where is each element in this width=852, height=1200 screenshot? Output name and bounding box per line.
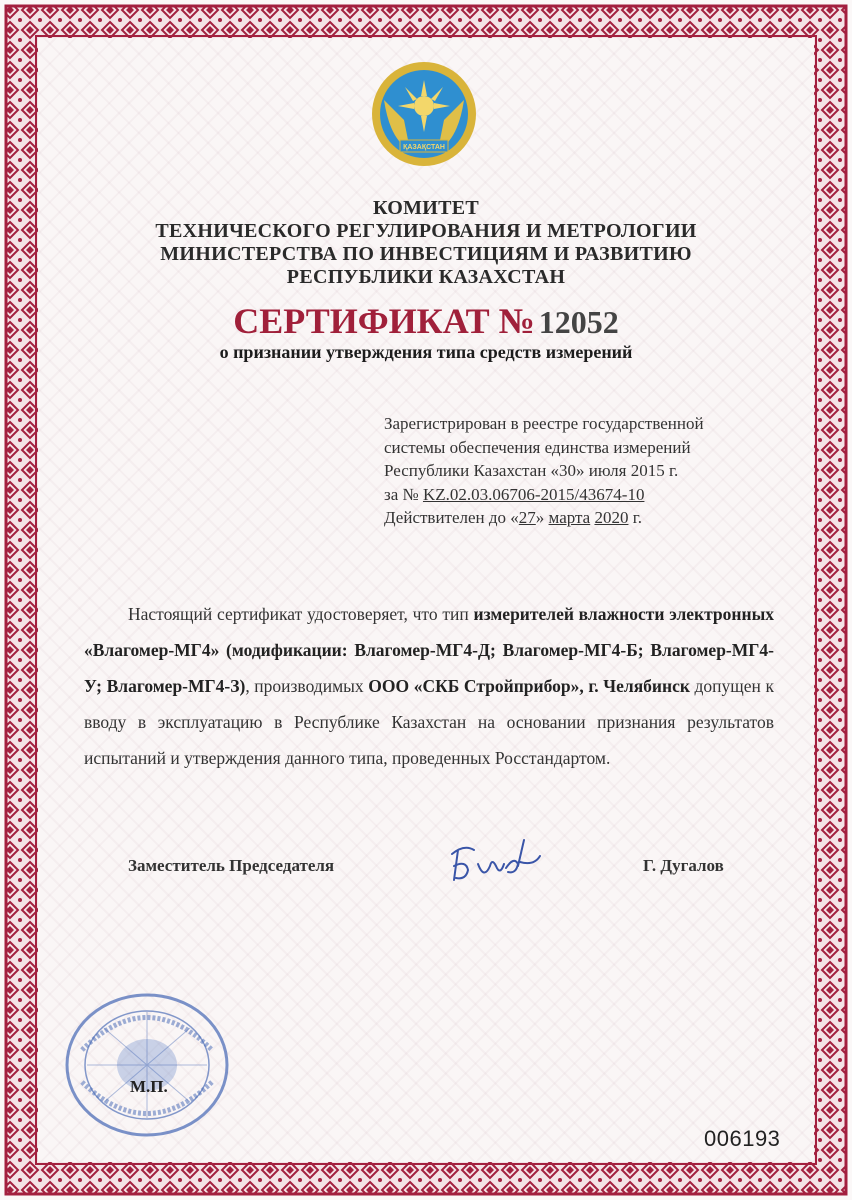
header-line-4: РЕСПУБЛИКИ КАЗАХСТАН — [286, 266, 566, 288]
signatory-name: Г. Дугалов — [643, 856, 724, 875]
certificate-title — [0, 300, 852, 342]
handwritten-signature-icon — [444, 836, 544, 896]
header-line-1: КОМИТЕТ — [372, 197, 480, 219]
signatory-position: Заместитель Председателя — [128, 856, 335, 875]
registration-number-line: за № KZ.02.03.06706-2015/43674-10 — [384, 484, 645, 504]
registration-block — [384, 412, 804, 530]
stamp-label: М.П. — [130, 1077, 168, 1096]
manufacturer: ООО «СКБ Стройприбор», г. Челябинск — [368, 676, 690, 696]
registration-line-2: системы обеспечения единства измерений — [384, 437, 691, 457]
header-line-3: МИНИСТЕРСТВА ПО ИНВЕСТИЦИЯМ И РАЗВИТИЮ — [160, 243, 692, 265]
header-line-2: ТЕХНИЧЕСКОГО РЕГУЛИРОВАНИЯ И МЕТРОЛОГИИ — [155, 220, 697, 242]
certificate-number: 12052 — [538, 304, 619, 340]
device-type: измерителей влажности электронных «Влагомер-МГ4» (модификации: Влагомер-МГ4-Д; Влагомер-МГ4-Б; Влагомер-МГ4-У; Влагомер-МГ4-З) — [84, 604, 774, 696]
registration-line-1: Зарегистрирован в реестре государственной — [384, 414, 704, 433]
certificate-body: Настоящий сертификат удостоверяет, что тип измерителей влажности электронных «Влагомер-МГ4» (модификации: Влагомер-МГ4-Д; Влагомер-МГ4-Б; Влагомер-МГ4-У; Влагомер-МГ4-З), производимых ООО «СКБ Стройприбор», г. Челябинск допущен к вводу в эксплуатацию в Республике Казахстан на основании признания результатов испытаний и утверждения данного типа, проведенных Росстандартом. — [84, 604, 774, 768]
kazakhstan-emblem-icon — [370, 60, 478, 168]
registration-year: 2015 — [630, 461, 665, 480]
certificate-title-word: СЕРТИФИКАТ № — [233, 301, 535, 341]
validity-line: Действителен до «27» марта 2020 г. — [384, 508, 643, 527]
certificate-subtitle: о признании утверждения типа средств измерений — [219, 342, 633, 362]
official-stamp-icon — [62, 990, 232, 1140]
valid-month: марта — [548, 508, 591, 527]
valid-year: 2020 — [594, 508, 629, 527]
registration-line-3: Республики Казахстан «30» июля 2015 г. — [384, 461, 679, 480]
registration-number: KZ.02.03.06706-2015/43674-10 — [422, 484, 645, 504]
serial-number: 006193 — [704, 1126, 781, 1151]
valid-day: 27 — [518, 508, 536, 527]
registration-day: 30 — [559, 461, 577, 480]
emblem-text: ҚАЗАҚСТАН — [403, 144, 445, 151]
